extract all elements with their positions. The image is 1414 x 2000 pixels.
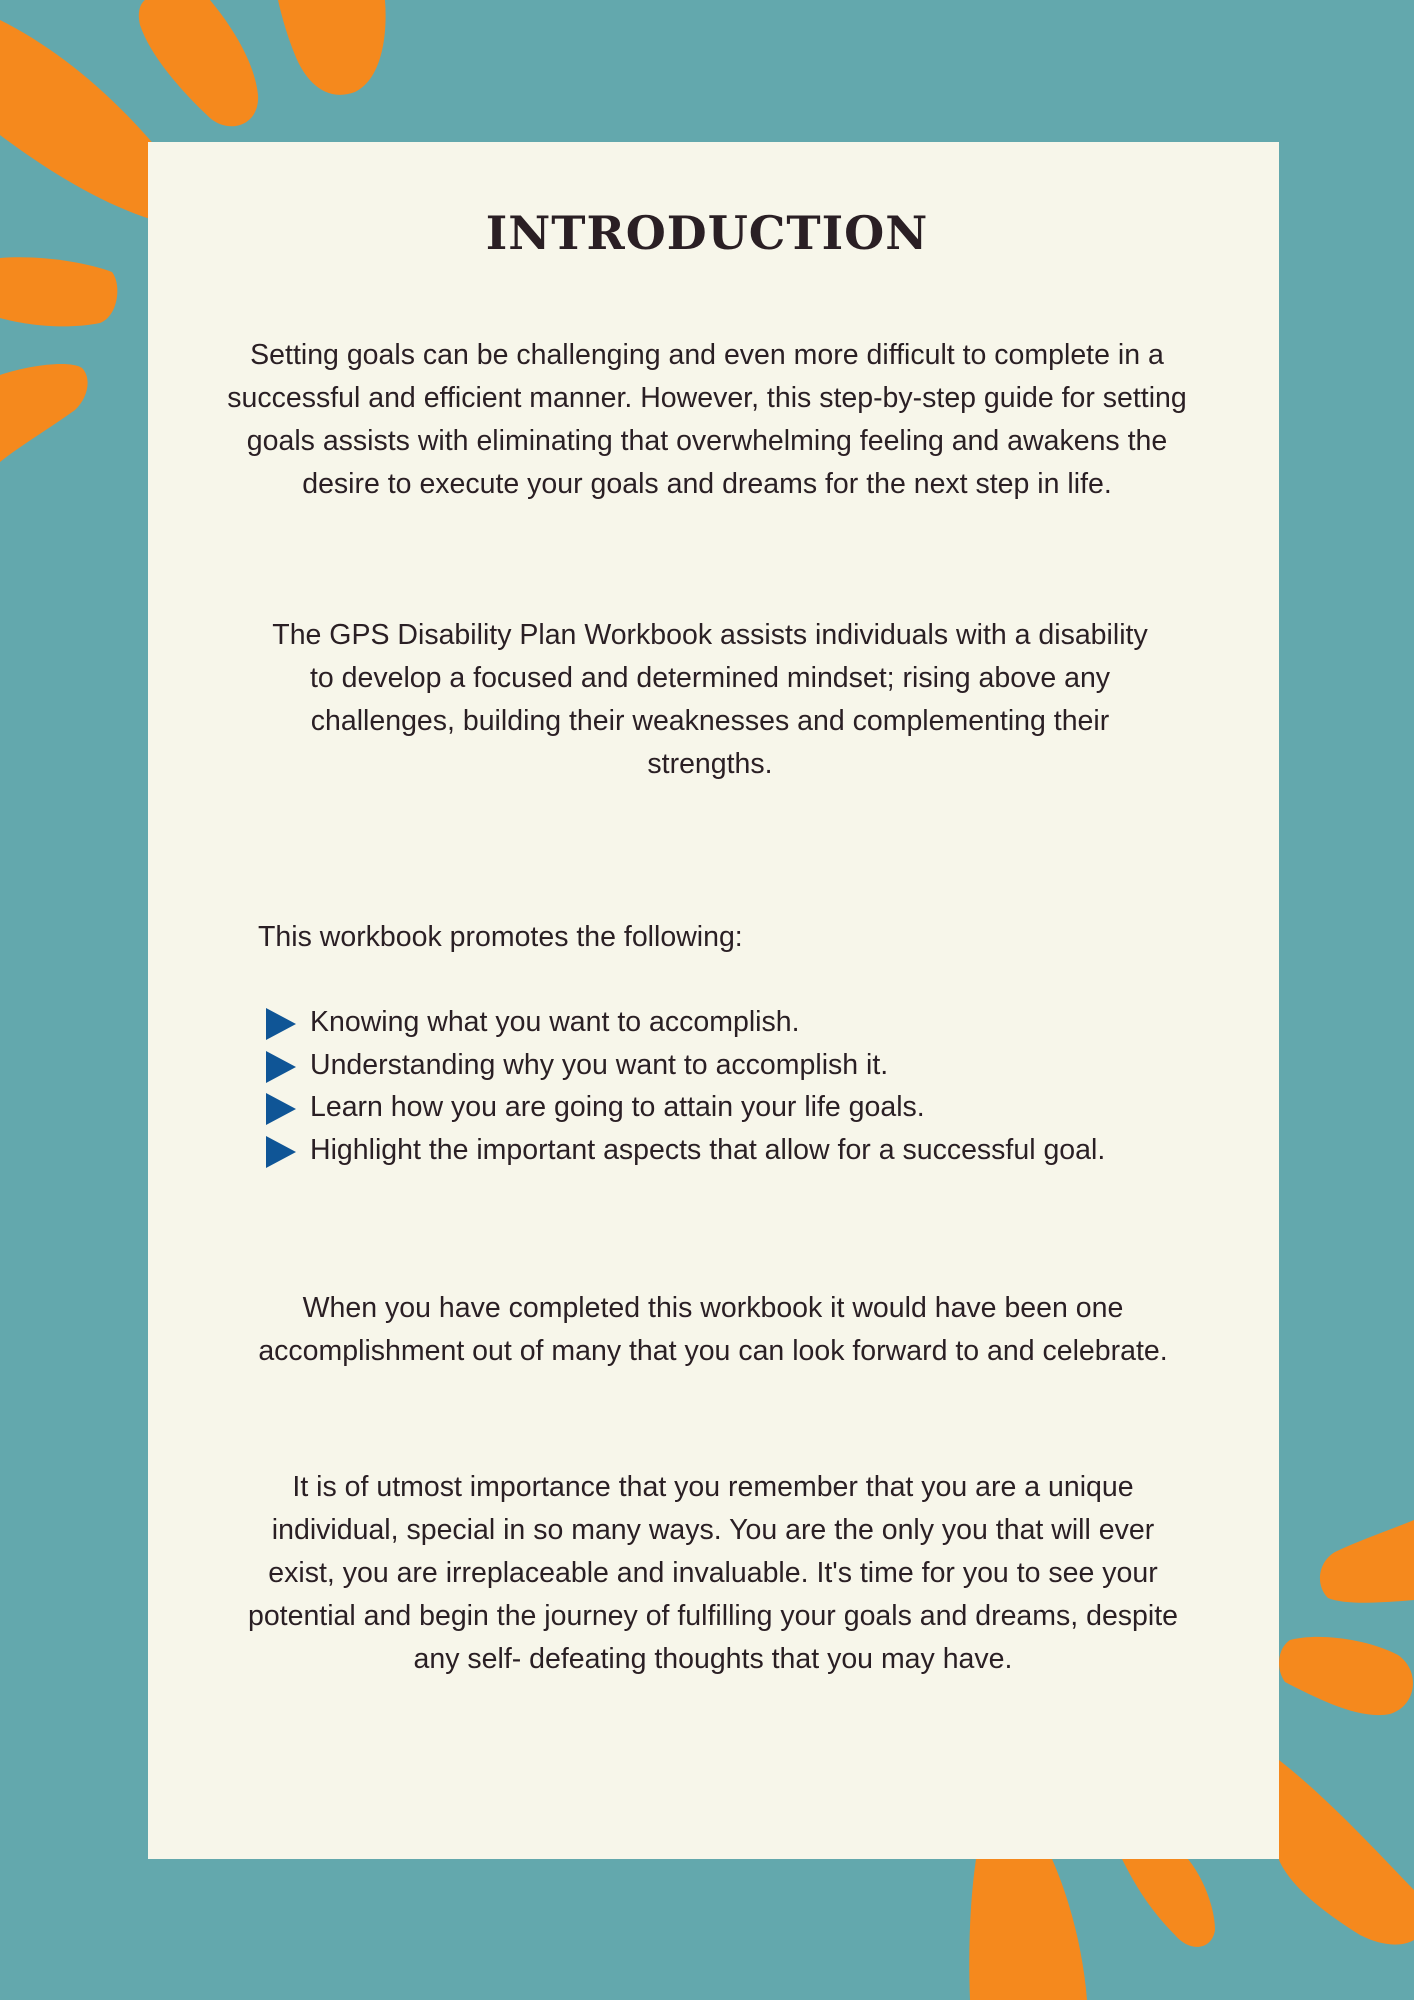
bullet-list: [264, 1001, 1105, 1171]
list-item-text: Understanding why you want to accomplish it.: [310, 1048, 889, 1081]
triangle-right-icon: [266, 1051, 296, 1083]
completion-paragraph: When you have completed this workbook it would have been one accomplishment out of many that you can look forward to and celebrate.: [258, 1292, 1168, 1367]
petal-shape: [969, 1859, 1087, 2000]
intro-paragraph: Setting goals can be challenging and even more difficult to complete in a successful and efficient manner. However, this step-by-step guide for setting goals assists with eliminating that overwhelming feeling and awakens the desire to execute your goals and dreams for the next step in life.: [227, 339, 1187, 500]
petal-shape: [1279, 1760, 1414, 1945]
workbook-paragraph: The GPS Disability Plan Workbook assists individuals with a disability to develop a focused and determined mindset; rising above any challenges, building their weaknesses and complementing their strengths.: [272, 619, 1148, 780]
list-item-text: Knowing what you want to accomplish.: [310, 1006, 800, 1038]
petal-shape: [1279, 1637, 1413, 1715]
triangle-right-icon: [266, 1008, 296, 1040]
petal-shape: [1122, 1859, 1215, 1947]
petal-shape: [278, 0, 386, 95]
list-item: [264, 1129, 1105, 1172]
triangle-right-icon: [266, 1136, 296, 1168]
list-item: [264, 1044, 1105, 1087]
list-intro: This workbook promotes the following:: [258, 921, 743, 953]
triangle-right-icon: [266, 1093, 296, 1125]
list-item-text: Learn how you are going to attain your life goals.: [310, 1091, 925, 1123]
page-title: INTRODUCTION: [485, 206, 929, 260]
petal-shape: [0, 364, 88, 462]
list-item-text: Highlight the important aspects that allow for a successful goal.: [310, 1133, 1106, 1166]
list-item: [264, 1086, 1105, 1129]
petal-shape: [139, 0, 258, 126]
petal-shape: [1320, 1520, 1414, 1603]
list-item: [264, 1001, 1105, 1044]
encouragement-paragraph: It is of utmost importance that you remember that you are a unique individual, special in so many ways. You are the only you that will ever exist, you are irreplaceable and invaluable. It's time for you to see your potential and begin the journey of fulfilling your goals and dreams, despite any self- defeating thoughts that you may have.: [247, 1471, 1179, 1675]
